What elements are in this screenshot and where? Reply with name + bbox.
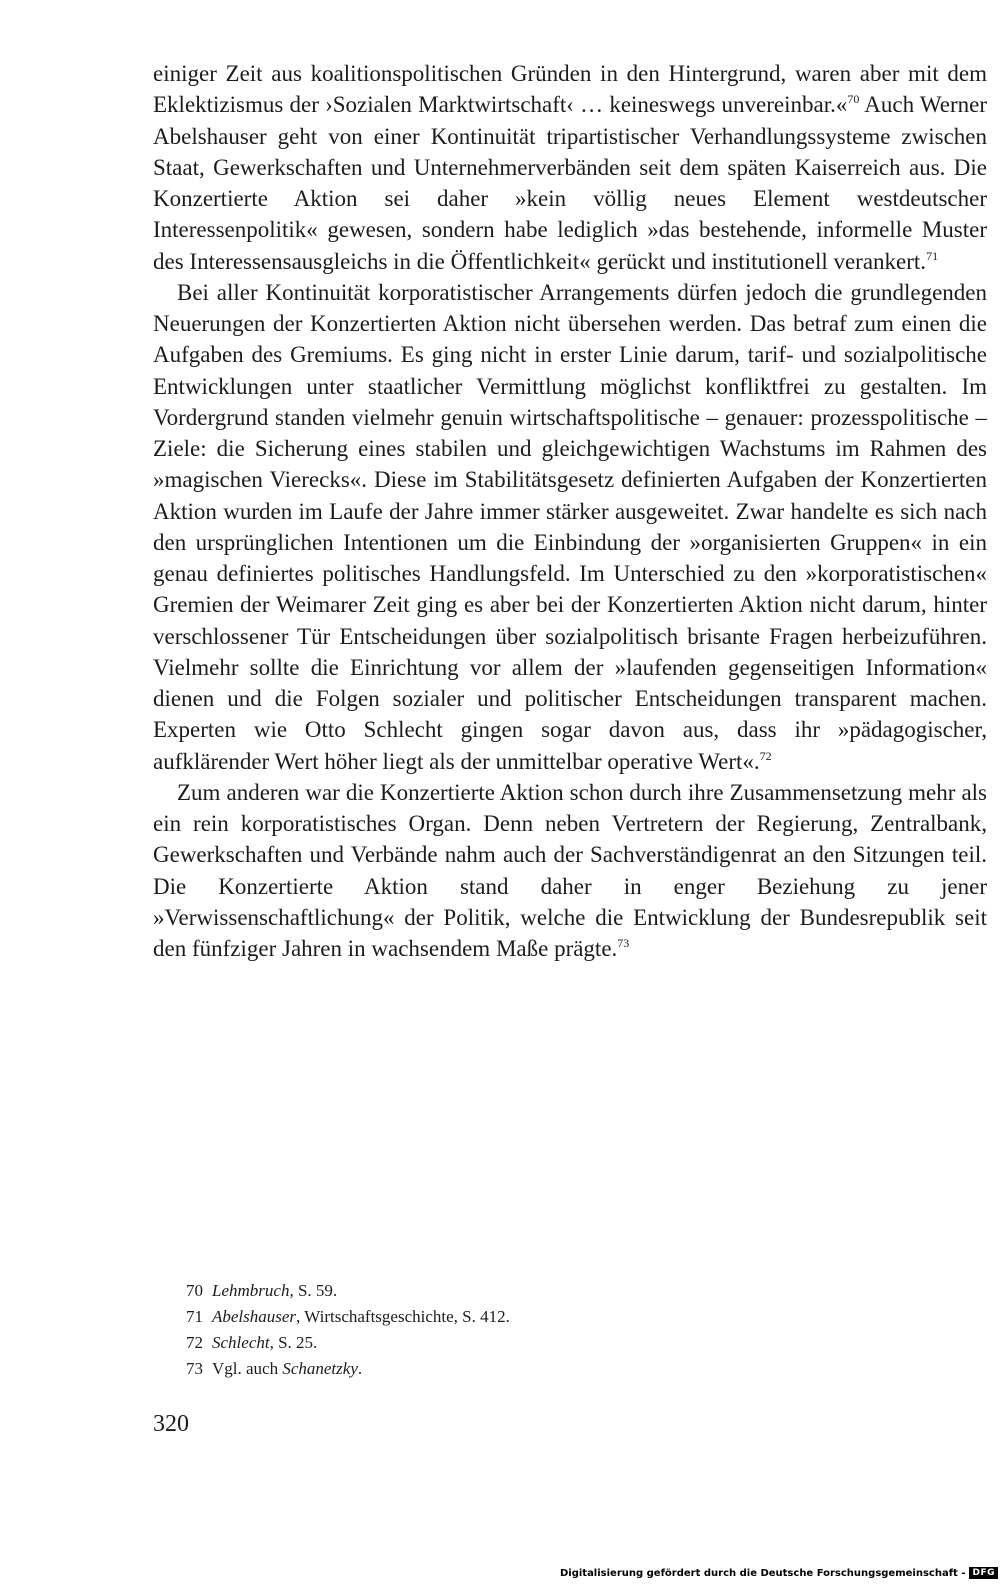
footnote-rest: , Wirtschaftsgeschichte, S. 412. <box>296 1307 510 1326</box>
paragraph <box>153 58 987 277</box>
footnote-rest: , S. 25. <box>269 1333 318 1352</box>
footnote-reference[interactable]: 73 <box>617 936 630 950</box>
footnote <box>186 1356 886 1382</box>
footnote <box>186 1278 886 1304</box>
footnote-author: Abelshauser <box>212 1307 297 1326</box>
footnote <box>186 1330 886 1356</box>
footnote-number: 70 <box>186 1281 203 1300</box>
footnote-number: 72 <box>186 1333 203 1352</box>
footnote-number: 71 <box>186 1307 203 1326</box>
footnotes <box>186 1278 886 1382</box>
paragraph <box>153 277 987 777</box>
page-number: 320 <box>153 1411 189 1437</box>
dfg-logo: DFG <box>969 1567 998 1579</box>
digitization-banner <box>560 1564 998 1582</box>
footnote-author: Schanetzky <box>282 1359 358 1378</box>
body-text <box>153 58 987 964</box>
footnote-reference[interactable]: 72 <box>759 748 772 763</box>
footnote-reference[interactable]: 71 <box>926 248 939 263</box>
footnote-rest: . <box>357 1359 363 1378</box>
footnote <box>186 1304 886 1330</box>
footnote-number: 73 <box>186 1359 203 1378</box>
footnote-reference[interactable]: 70 <box>847 92 860 107</box>
text-run: Auch Werner Abelshauser geht von einer Kontinuität tripartistischer Verhandlungssysteme zwischen Staat, Gewerkschaften und Unternehmerverbänden seit dem späten Kaiserreich aus. Die Konzertierte Aktion sei daher »kein völlig neues Element westdeutscher Interessenpolitik« gewesen, sondern habe lediglich »das bestehende, informelle Muster des Interessensausgleichs in die Öffentlichkeit« gerückt und institutionell verankert. <box>153 92 987 274</box>
footnote-author: Lehmbruch <box>212 1281 290 1300</box>
text-run: einiger Zeit aus koalitionspolitischen Gründen in den Hintergrund, waren aber mit dem Eklektizismus der ›Sozialen Marktwirtschaft‹ … keineswegs unvereinbar.« <box>153 61 987 118</box>
paragraph <box>153 777 987 965</box>
text-run: Bei aller Kontinuität korporatistischer Arrangements dürfen jedoch die grundlegenden Neuerungen der Konzertierten Aktion nicht übersehen werden. Das betraf zum einen die Aufgaben des Gremiums. Es ging nicht in erster Linie darum, tarif- und sozialpolitische Entwicklungen unter staatlicher Vermittlung möglichst konfliktfrei zu gestalten. Im Vordergrund standen vielmehr genuin wirtschaftspolitische – genauer: prozesspolitische – Ziele: die Sicherung eines stabilen und gleichgewichtigen Wachstums im Rahmen des »magischen Vierecks«. Diese im Stabilitätsgesetz definierten Aufgaben der Konzertierten Aktion wurden im Laufe der Jahre immer stärker ausgeweitet. Zwar handelte es sich nach den ursprünglichen Intentionen um die Einbindung der »organisierten Gruppen« in ein genau definiertes politisches Handlungsfeld. Im Unterschied zu den »korporatistischen« Gremien der Weimarer Zeit ging es aber bei der Konzertierten Aktion nicht darum, hinter verschlossener Tür Entscheidungen über sozialpolitisch brisante Fragen herbeizuführen. Vielmehr sollte die Einrichtung vor allem der »laufenden gegenseitigen Information« dienen und die Folgen sozialer und politischer Entscheidungen transparent machen. Experten wie Otto Schlecht gingen sogar davon aus, dass ihr »pädagogischer, aufklärender Wert höher liegt als der unmittelbar operative Wert«. <box>153 279 987 774</box>
footnote-rest: , S. 59. <box>289 1281 338 1300</box>
banner-text: Digitalisierung gefördert durch die Deutsche Forschungsgemeinschaft - <box>559 1567 966 1579</box>
footnote-prefix: Vgl. auch <box>212 1359 283 1378</box>
text-run: Zum anderen war die Konzertierte Aktion schon durch ihre Zusammensetzung mehr als ein rein korporatistisches Organ. Denn neben Vertretern der Regierung, Zentralbank, Gewerkschaften und Verbände nahm auch der Sachverständigenrat an den Sitzungen teil. Die Konzertierte Aktion stand daher in enger Beziehung zu jener »Verwissenschaftlichung« der Politik, welche die Entwicklung der Bundesrepublik seit den fünfziger Jahren in wachsendem Maße prägte. <box>153 779 987 961</box>
footnote-author: Schlecht <box>212 1333 270 1352</box>
